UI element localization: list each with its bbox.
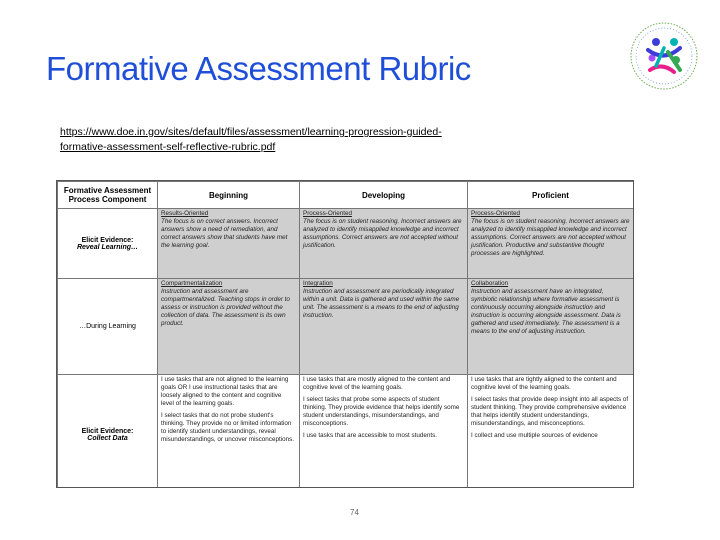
cell-text: I select tasks that provide deep insight into all aspects of student thinking. They provide comprehensive evidence that helps identify student understandings, misunderstandings, and misconceptions. — [471, 396, 629, 427]
cell-text: The focus is on student reasoning. Incorrect answers are analyzed to identify misapplied knowledge and incorrect assumptions. Correct answers are not accepted without justification. — [303, 218, 462, 249]
cell-text: I use tasks that are not aligned to the learning goals OR I use instructional tasks that are loosely aligned to the content and cognitive level of the learning goals. — [161, 376, 289, 407]
table-cell — [468, 375, 634, 489]
source-link-line-2[interactable]: formative-assessment-self-reflective-rubric.pdf — [60, 141, 276, 153]
row-label-main: Elicit Evidence: — [81, 236, 134, 244]
cell-text: The focus is on correct answers. Incorrect answers show a need of remediation, and correct answers show that students have met the learning goal. — [161, 218, 288, 249]
cell-text: I use tasks that are accessible to most students. — [303, 432, 438, 439]
cell-heading: Process-Oriented — [471, 210, 520, 217]
table-row — [58, 209, 634, 279]
column-header-developing: Developing — [300, 182, 468, 209]
column-header-beginning: Beginning — [158, 182, 300, 209]
cell-heading: Process-Oriented — [303, 210, 352, 217]
row-label-main: Elicit Evidence: — [81, 427, 134, 435]
column-header-component: Formative Assessment Process Component — [58, 182, 158, 209]
rubric-table-image — [56, 180, 634, 488]
column-header-proficient: Proficient — [468, 182, 634, 209]
table-cell — [468, 279, 634, 375]
table-cell — [158, 375, 300, 489]
cell-heading: Compartmentalization — [161, 280, 223, 287]
page-title: Formative Assessment Rubric — [46, 50, 471, 87]
row-label-sub: Collect Data — [87, 434, 128, 442]
people-circle-logo-icon — [626, 18, 702, 94]
row-label — [58, 209, 158, 279]
cell-text: I use tasks that are mostly aligned to the content and cognitive level of the learning goals. — [303, 376, 451, 391]
row-label-sub: Reveal Learning… — [76, 243, 139, 251]
cell-text: I select tasks that probe some aspects of student thinking. They provide evidence that helps identify some student understandings, misunderstandings, and misconceptions. — [303, 396, 460, 427]
cell-text: Instruction and assessment are compartmentalized. Teaching stops in order to assess or instruction is provided without the collection of data. The assessment is its own product. — [161, 288, 290, 327]
cell-text: The focus is on student reasoning. Incorrect answers are analyzed to identify misapplied knowledge and incorrect assumptions. Correct answers are not accepted without justification. Productive and substantive thought processes are highlighted. — [471, 218, 630, 257]
cell-heading: Integration — [303, 280, 333, 287]
page-number: 74 — [350, 508, 359, 517]
table-cell — [300, 375, 468, 489]
cell-text: Instruction and assessment have an integrated, symbiotic relationship where formative assessment is continuously occurring alongside instruction and instruction is occurring alongside assessment. Data is gathered and used immediately. The assessment is a means to the end of adjusting instruction. — [471, 288, 621, 335]
rubric-table — [57, 181, 634, 488]
cell-text: I use tasks that are tightly aligned to the content and cognitive level of the learning goals. — [471, 376, 617, 391]
cell-heading: Results-Oriented — [161, 210, 209, 217]
table-cell — [300, 279, 468, 375]
source-link[interactable] — [60, 125, 540, 155]
cell-heading: Collaboration — [471, 280, 509, 287]
row-label — [58, 375, 158, 489]
row-label-sub: …During Learning — [79, 323, 136, 330]
cell-text: Instruction and assessment are periodically integrated within a unit. Data is gathered and used within the same unit. The assessment is a means to the end of adjusting instruction. — [303, 288, 460, 319]
row-label — [58, 279, 158, 375]
table-cell — [300, 209, 468, 279]
table-cell — [468, 209, 634, 279]
table-header-row — [58, 182, 634, 209]
cell-text: I collect and use multiple sources of evidence — [471, 432, 598, 439]
table-row — [58, 375, 634, 489]
table-cell — [158, 209, 300, 279]
table-row — [58, 279, 634, 375]
cell-text: I select tasks that do not probe student's thinking. They provide no or limited information to identify student understandings, reveal misunderstandings, or uncover misconceptions. — [161, 412, 295, 443]
source-link-line-1[interactable]: https://www.doe.in.gov/sites/default/files/assessment/learning-progression-guided- — [60, 126, 442, 138]
table-cell — [158, 279, 300, 375]
